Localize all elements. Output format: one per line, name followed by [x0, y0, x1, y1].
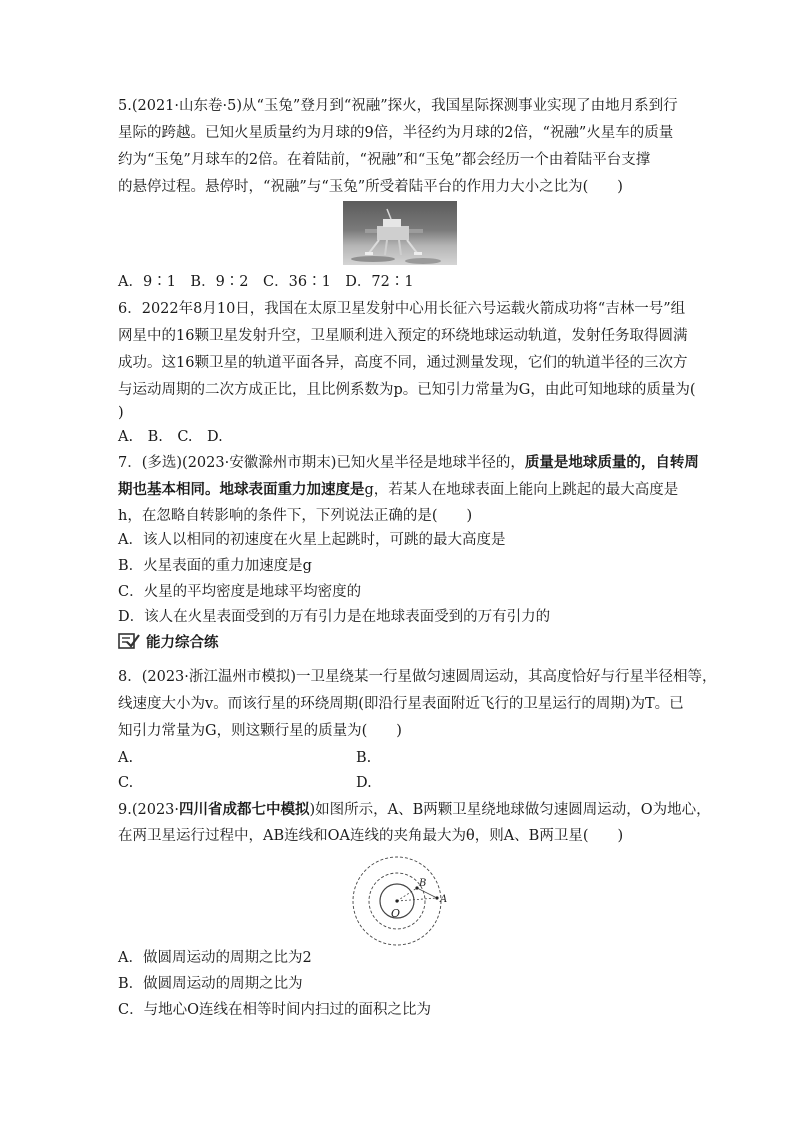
q7-option-d: D．该人在火星表面受到的万有引力是在地球表面受到的万有引力的: [118, 609, 551, 625]
q6-line-3: 成功。这16颗卫星的轨道平面各异，高度不同，通过测量发现，它们的轨道半径的三次方: [118, 355, 688, 371]
q6-line-5: ): [118, 405, 124, 421]
q8-option-b: B.: [356, 750, 372, 766]
q9-option-b: B．做圆周运动的周期之比为: [118, 976, 303, 992]
orbit-diagram: [345, 855, 455, 947]
q7-option-c: C．火星的平均密度是地球平均密度的: [118, 584, 362, 600]
checklist-icon: [118, 632, 140, 650]
q9-line-1: 9.(2023·四川省成都七中模拟)如图所示，A、B两颗卫星绕地球做匀速圆周运动，O为地心，: [118, 801, 711, 818]
q8-option-d: D.: [356, 775, 372, 791]
q9-option-c: C．与地心O连线在相等时间内扫过的面积之比为: [118, 1002, 431, 1018]
section-title: 能力综合练: [146, 634, 219, 651]
q5-line-2: 星际的跨越。已知火星质量约为月球的9倍，半径约为月球的2倍，“祝融”火星车的质量: [118, 125, 674, 141]
label-o: O: [391, 907, 401, 920]
q8-option-c: C.: [118, 775, 134, 791]
q6-options: A. B. C. D.: [118, 429, 223, 445]
q7-line-1: 7．(多选)(2023·安徽滁州市期末)已知火星半径是地球半径的，质量是地球质量的，自转周: [118, 454, 699, 471]
q9-option-a: A．做圆周运动的周期之比为2: [118, 950, 312, 966]
q8-line-3: 知引力常量为G，则这颗行星的质量为( ): [118, 723, 402, 739]
q6-line-2: 网星中的16颗卫星发射升空，卫星顺利进入预定的环绕地球运动轨道，发射任务取得圆满: [118, 328, 688, 344]
lander-photo: [343, 201, 457, 265]
q7-option-a: A．该人以相同的初速度在火星上起跳时，可跳的最大高度是: [118, 532, 506, 548]
q5-line-3: 约为“玉兔”月球车的2倍。在着陆前，“祝融”和“玉兔”都会经历一个由着陆平台支撑: [118, 152, 651, 168]
section-heading: [118, 630, 219, 652]
q6-line-1: 6．2022年8月10日，我国在太原卫星发射中心用长征六号运载火箭成功将“吉林一号”组: [118, 301, 686, 317]
q7-option-b: B．火星表面的重力加速度是g: [118, 558, 312, 574]
q5-options: A．9∶1 B．9∶2 C．36∶1 D．72∶1: [118, 274, 414, 290]
q7-line-3: h，在忽略自转影响的条件下，下列说法正确的是( ): [118, 508, 473, 524]
q8-option-a: A.: [118, 750, 134, 766]
q5-line-4: 的悬停过程。悬停时，“祝融”与“玉兔”所受着陆平台的作用力大小之比为( ): [118, 179, 623, 195]
q9-line-2: 在两卫星运行过程中，AB连线和OA连线的夹角最大为θ，则A、B两卫星( ): [118, 828, 624, 844]
q8-line-2: 线速度大小为v。而该行星的环绕周期(即沿行星表面附近飞行的卫星运行的周期)为T。已: [118, 696, 684, 712]
label-a: A: [440, 894, 448, 905]
q8-line-1: 8．(2023·浙江温州市模拟)一卫星绕某一行星做匀速圆周运动，其高度恰好与行星半径相等，: [118, 669, 717, 685]
label-b: B: [419, 878, 427, 889]
q5-line-1: 5.(2021·山东卷·5)从“玉兔”登月到“祝融”探火，我国星际探测事业实现了由地月系到行: [118, 98, 678, 114]
q7-line-2: 期也基本相同。地球表面重力加速度是g，若某人在地球表面上能向上跳起的最大高度是: [118, 481, 679, 498]
q6-line-4: 与运动周期的二次方成正比，且比例系数为p。已知引力常量为G，由此可知地球的质量为(: [118, 382, 696, 398]
